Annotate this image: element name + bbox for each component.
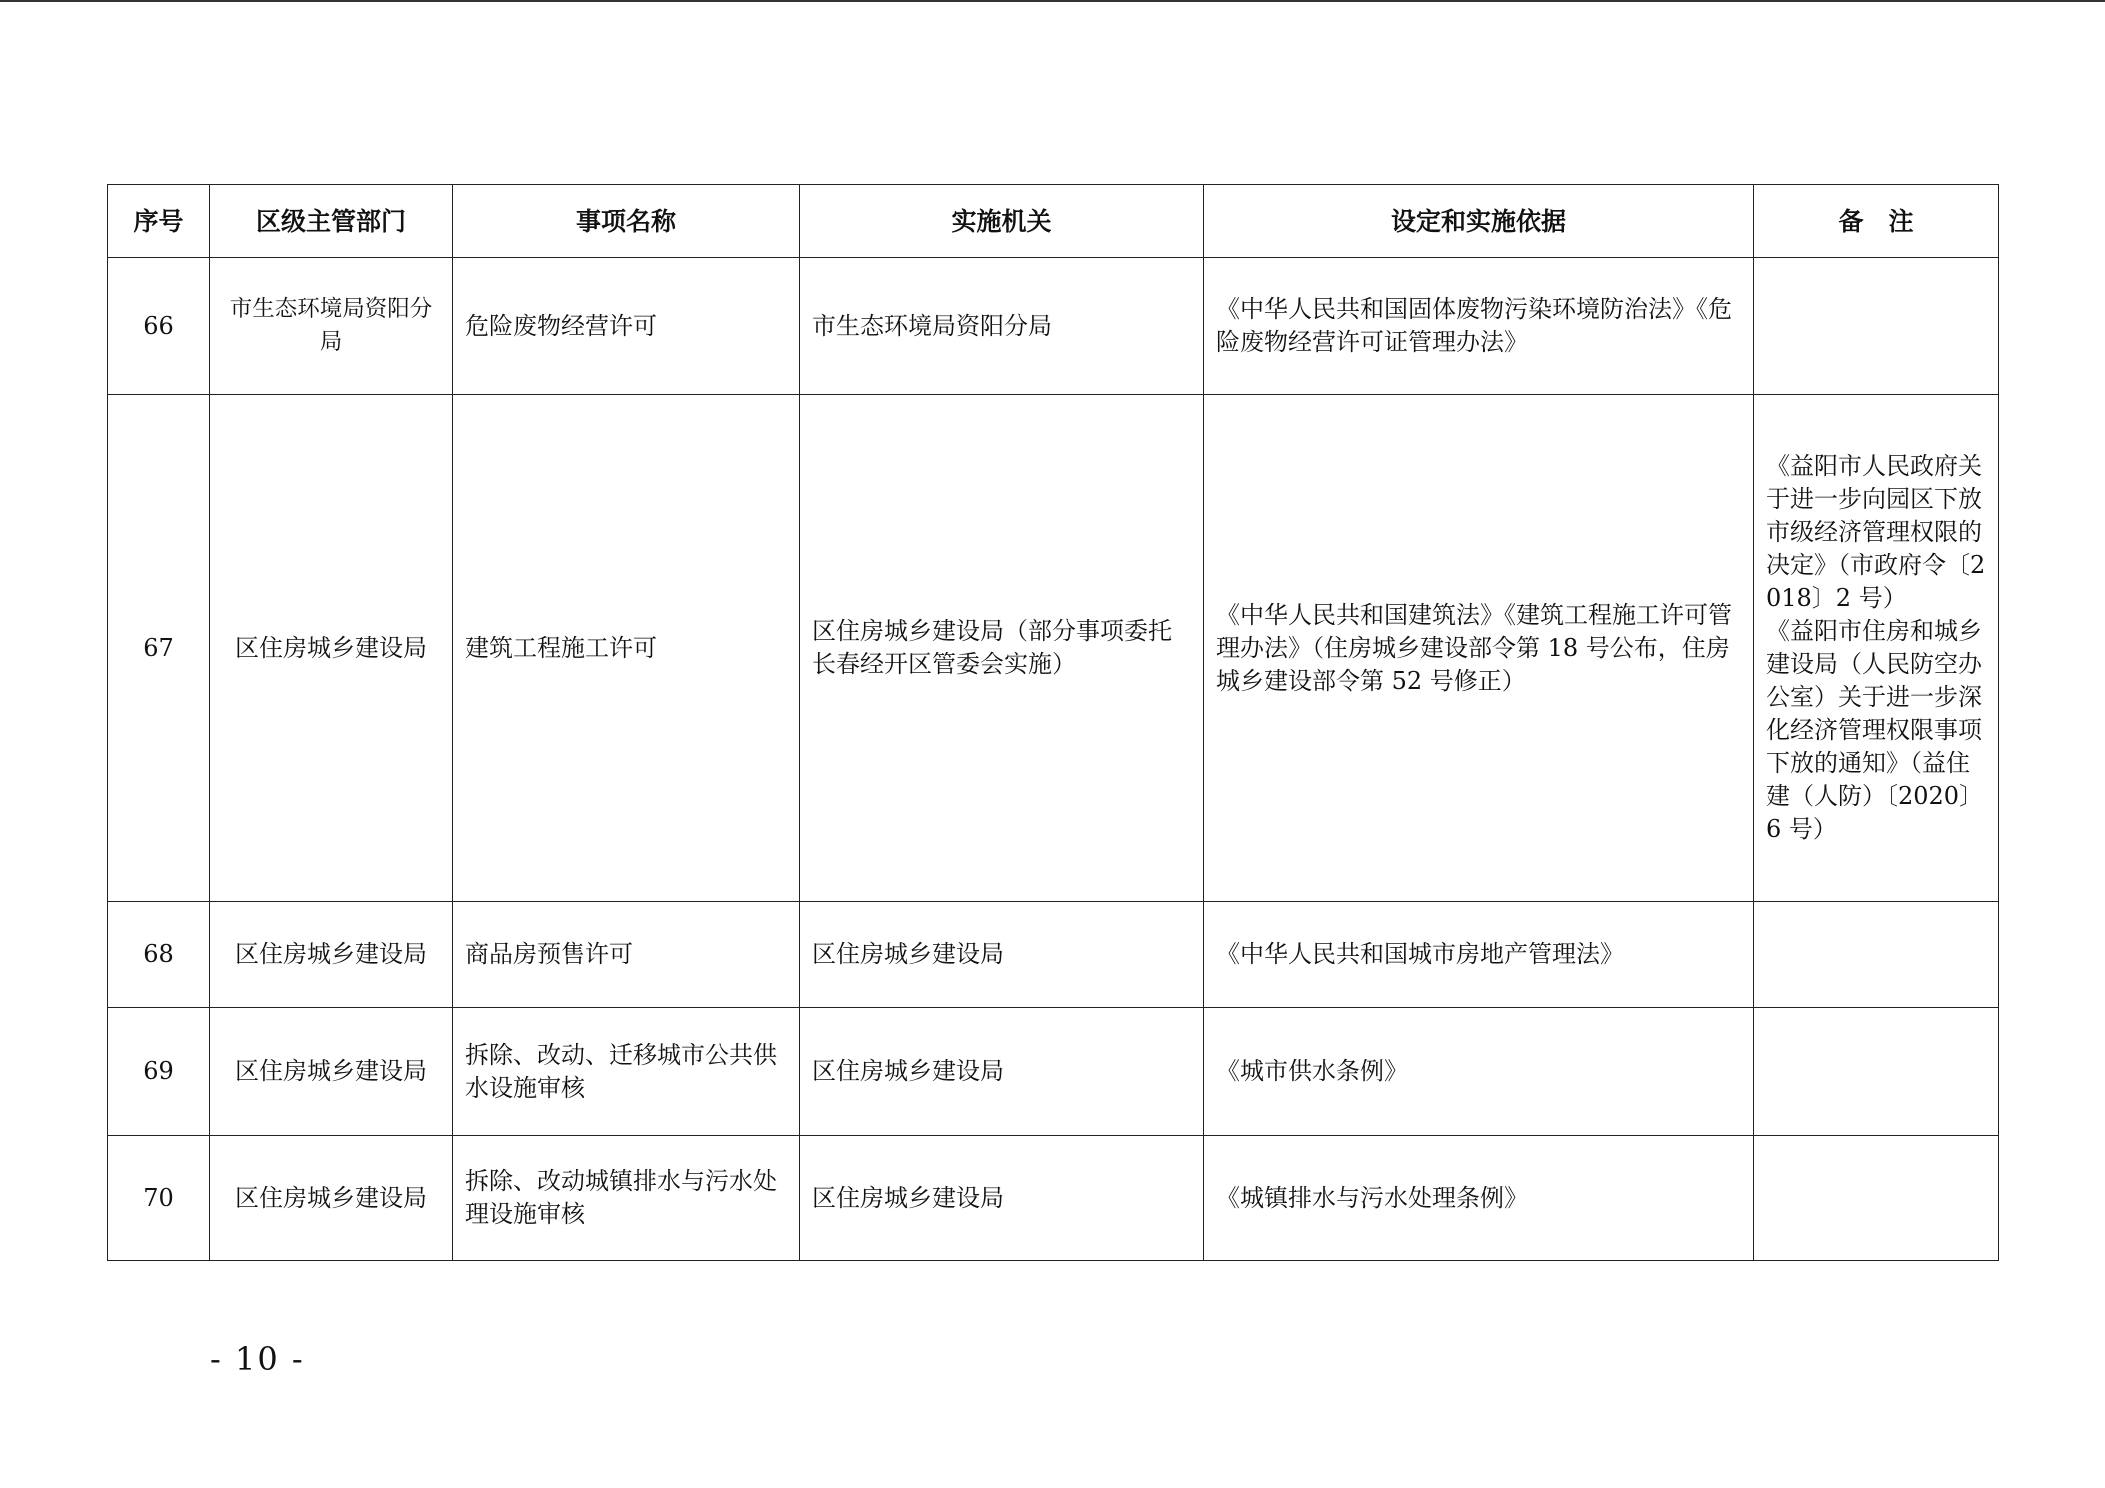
row-item-name: 拆除、改动、迁移城市公共供水设施审核 (453, 1008, 800, 1136)
table-row (108, 258, 1999, 395)
table-header-row (108, 185, 1999, 258)
row-number: 70 (108, 1136, 210, 1261)
row-item-name: 商品房预售许可 (453, 902, 800, 1008)
row-legal-basis: 《中华人民共和国固体废物污染环境防治法》《危险废物经营许可证管理办法》 (1204, 258, 1754, 395)
row-note (1754, 395, 1999, 902)
table-row (108, 1136, 1999, 1261)
row-note (1754, 1136, 1999, 1261)
page-number: - 10 - (210, 1340, 305, 1378)
row-item-name: 危险废物经营许可 (453, 258, 800, 395)
items-table (107, 184, 1999, 1261)
table-row (108, 1008, 1999, 1136)
row-legal-basis: 《城镇排水与污水处理条例》 (1204, 1136, 1754, 1261)
header-num: 序号 (108, 185, 210, 258)
row-number: 66 (108, 258, 210, 395)
row-note (1754, 258, 1999, 395)
row-department: 区住房城乡建设局 (210, 1008, 453, 1136)
table-row (108, 395, 1999, 902)
note-line: 《益阳市住房和城乡建设局（人民防空办公室）关于进一步深化经济管理权限事项下放的通知》（益住建（人防）〔2020〕6 号） (1766, 617, 1984, 843)
row-department: 市生态环境局资阳分局 (210, 258, 453, 395)
row-department: 区住房城乡建设局 (210, 1136, 453, 1261)
header-dept: 区级主管部门 (210, 185, 453, 258)
row-implementing-org: 区住房城乡建设局 (800, 1136, 1204, 1261)
top-border-line (0, 0, 2105, 2)
row-note (1754, 902, 1999, 1008)
row-implementing-org: 区住房城乡建设局 (800, 1008, 1204, 1136)
row-implementing-org: 区住房城乡建设局（部分事项委托长春经开区管委会实施） (800, 395, 1204, 902)
row-number: 68 (108, 902, 210, 1008)
table-row (108, 902, 1999, 1008)
row-note (1754, 1008, 1999, 1136)
row-implementing-org: 市生态环境局资阳分局 (800, 258, 1204, 395)
header-note: 备 注 (1754, 185, 1999, 258)
row-item-name: 建筑工程施工许可 (453, 395, 800, 902)
header-org: 实施机关 (800, 185, 1204, 258)
row-number: 69 (108, 1008, 210, 1136)
row-implementing-org: 区住房城乡建设局 (800, 902, 1204, 1008)
row-legal-basis: 《中华人民共和国城市房地产管理法》 (1204, 902, 1754, 1008)
row-department: 区住房城乡建设局 (210, 395, 453, 902)
row-legal-basis: 《城市供水条例》 (1204, 1008, 1754, 1136)
header-item: 事项名称 (453, 185, 800, 258)
row-legal-basis: 《中华人民共和国建筑法》《建筑工程施工许可管理办法》（住房城乡建设部令第 18 号公布，住房城乡建设部令第 52 号修正） (1204, 395, 1754, 902)
row-department: 区住房城乡建设局 (210, 902, 453, 1008)
note-line: 《益阳市人民政府关于进一步向园区下放市级经济管理权限的决定》（市政府令〔2018〕2 号） (1766, 452, 1986, 612)
header-basis: 设定和实施依据 (1204, 185, 1754, 258)
row-number: 67 (108, 395, 210, 902)
row-item-name: 拆除、改动城镇排水与污水处理设施审核 (453, 1136, 800, 1261)
